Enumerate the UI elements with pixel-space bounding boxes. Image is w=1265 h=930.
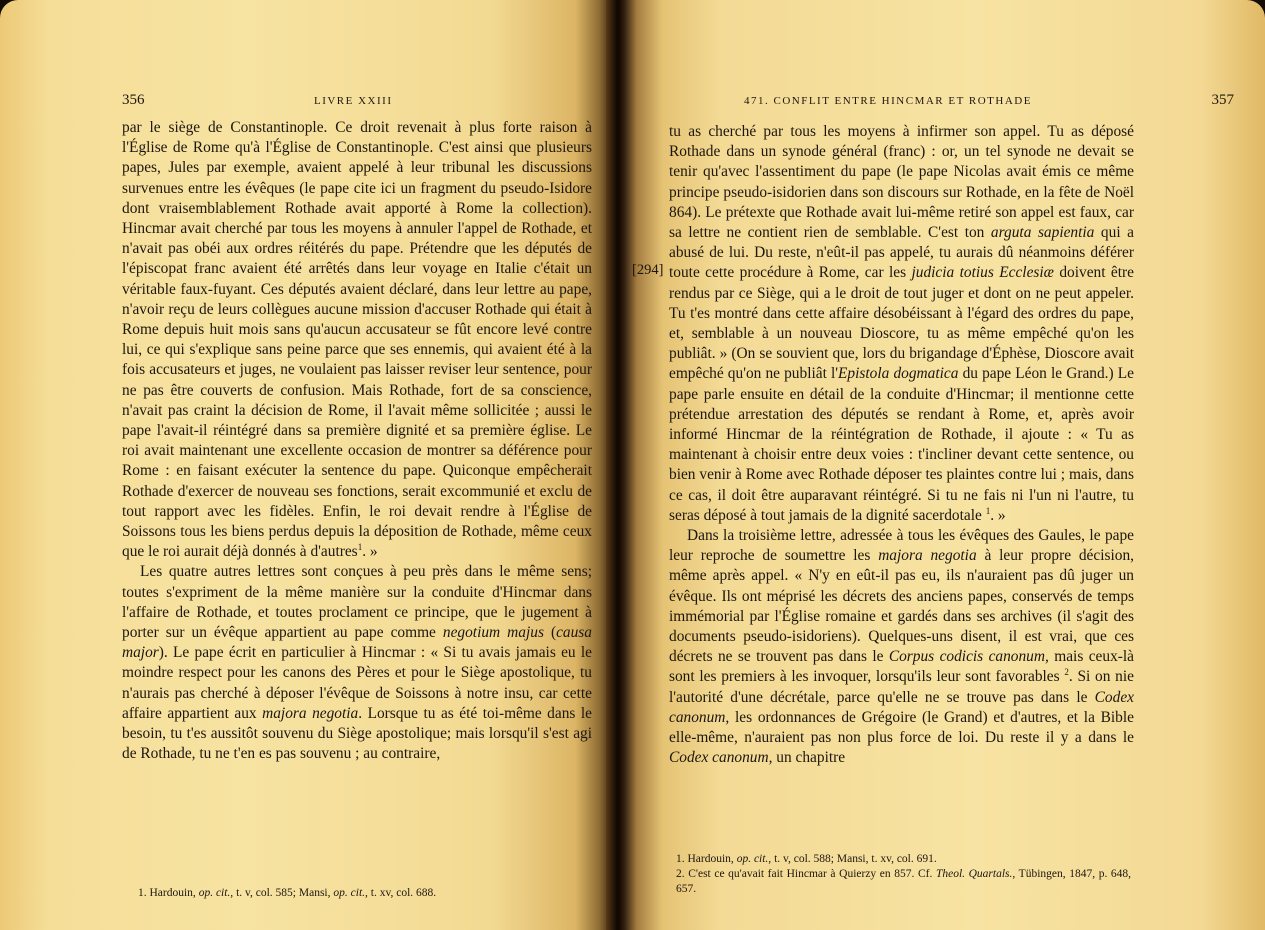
right-paragraph-2: Dans la troisième lettre, adressée à tous les évêques des Gaules, le pape leur reproche de soumettre les majora negotia à leur propre décision, même après appel. « N'y en eût-il pas eu, ils n'auraient pas dû juger un évêque. Ils ont méprisé les décrets des anciens papes, conservés de temps immémorial par l'Église romaine et gardés dans ses archives (il s'agit des documents pseudo-isidoriens). Quelques-uns disent, il est vrai, que ces décrets ne se trouvent pas dans le Corpus codicis canonum, mais ceux-là sont les premiers à les invoquer, lorsqu'ils leur sont favorables $^2$. Si on nie l'autorité d'une décrétale, parce qu'elle ne se trouve pas dans le Codex canonum, les ordonnances de Grégoire (le Grand) et d'autres, et la Bible elle-même, n'auraient pas non plus force de loi. Du reste il y a dans le Codex canonum, un chapitre	[669, 527, 1135, 767]
left-footnote-1: 1. Hardouin, op. cit., t. v, col. 585; Mansi, op. cit., t. xv, col. 688.	[138, 887, 437, 899]
right-running-title: 471. CONFLIT ENTRE HINCMAR ET ROTHADE	[744, 95, 1032, 107]
right-running-head	[744, 92, 1234, 109]
right-page	[624, 0, 1265, 930]
left-page	[0, 0, 612, 930]
left-page-number: 356	[122, 92, 145, 108]
right-paragraph-1: tu as cherché par tous les moyens à infirmer son appel. Tu as déposé Rothade dans un synode général (franc) : or, un tel synode ne devait se tenir qu'avec l'assentiment du pape (le pape Nicolas avait émis ce même principe pseudo-isidorien dans son discours sur Rothade, en la fête de Noël 864). Le prétexte que Rothade avait lui-même retiré son appel est faux, car sa lettre ne contient rien de semblable. C'est ton arguta sapientia qui a abusé de lui. Du reste, n'eût-il pas appelé, tu aurais dû néanmoins déférer toute cette procédure à Rome, car les judicia totius Ecclesiæ doivent être rendus par ce Siège, qui a le droit de tout juger et dont on ne peut appeler. Tu t'es montré dans cette affaire désobéissant à l'égard des ordres du pape, et, semblable à un nouveau Dioscore, tu as même empêché qu'on les publiât. » (On se souvient que, lors du brigandage d'Éphèse, Dioscore avait empêché qu'on ne publiât l'Epistola dogmatica du pape Léon le Grand.) Le pape parle ensuite en détail de la conduite d'Hincmar; il mentionne cette prétendue arrestation des députés se rendant à Rome, et, après avoir informé Hincmar de la réintégration de Rothade, il ajoute : « Tu as maintenant à choisir entre deux voies : t'incliner devant cette sentence, ou bien venir à Rome avec Rothade déposer tes plaintes contre lui ; mais, dans ce cas, il doit être auparavant réintégré. Si tu ne fais ni l'un ni l'autre, tu seras déposé à tout jamais de la dignité sacerdotale $^1$. »	[669, 123, 1134, 524]
left-running-head	[122, 92, 592, 109]
footnote-ref: 1	[985, 505, 991, 516]
right-footnote-1: 1. Hardouin, op. cit., t. v, col. 588; Mansi, t. xv, col. 691.	[676, 853, 937, 865]
footnote-ref: 2	[1064, 667, 1069, 678]
left-paragraph-1: par le siège de Constantinople. Ce droit revenait à plus forte raison à l'Église de Rome qu'à l'Église de Constantinople. C'est ainsi que plusieurs papes, Jules par exemple, avaient appelé à leur tribunal les discussions survenues entre les évêques (le pape cite ici un fragment du pseudo-Isidore dont vraisemblablement Rothade avait apporté à Rome la collection). Hincmar avait cherché par tous les moyens à annuler l'appel de Rothade, et n'avait pas obéi aux ordres réitérés du pape. Prétendre que les députés de l'épiscopat franc avaient été arrêtés dans leur voyage en Italie c'était un véritable faux-fuyant. Ces députés avaient déclaré, dans leur lettre au pape, n'avoir reçu de leurs collègues aucune mission d'accuser Rothade qui était à Rome depuis huit mois sans qu'aucun accusateur se fût encore levé contre lui, ce qui s'explique sans peine parce que ses ennemis, qui avaient été à la fois accusateurs et juges, ne voulaient pas laisser reviser leur sentence, pour ne pas être couverts de confusion. Mais Rothade, fort de sa conscience, n'avait pas craint la décision de Rome, il l'avait même sollicitée ; aussi le pape l'avait-il réintégré dans sa première dignité et sa première église. Le roi avait maintenant une excellente occasion de montrer sa déférence pour Rome : en faisant exécuter la sentence du pape. Quiconque empêcherait Rothade d'exercer de nouveau ses fonctions, serait excommunié et exclu de tout rapport avec les fidèles. Enfin, le roi devait rendre à l'Église de Soissons tous les biens perdus depuis la déposition de Rothade, même ceux que le roi aurait déjà donnés à d'autres$^1$. »	[122, 119, 592, 561]
left-footnotes	[138, 886, 578, 901]
margin-page-reference: [294]	[632, 262, 664, 278]
right-footnote-2: 2. C'est ce qu'avait fait Hincmar à Quierzy en 857. Cf. Theol. Quartals., Tübingen, 1847, p. 648, 657.	[676, 868, 1132, 895]
left-running-title: LIVRE XXIII	[313, 95, 393, 107]
right-body-text	[669, 122, 1134, 769]
right-footnotes	[676, 852, 1131, 897]
right-page-number: 357	[1211, 92, 1234, 108]
footnote-ref: 1	[357, 542, 363, 553]
left-paragraph-2: Les quatre autres lettres sont conçues à peu près dans le même sens; toutes s'expriment de la même manière sur la conduite d'Hincmar dans l'affaire de Rothade, et toutes proclament ce principe, que le jugement à porter sur un évêque appartient au pape comme negotium majus (causa major). Le pape écrit en particulier à Hincmar : « Si tu avais jamais eu le moindre respect pour les canons des Pères et pour le Siège apostolique, tu n'aurais pas cherché à déposer l'évêque de Soissons à notre insu, car cette affaire appartient aux majora negotia. Lorsque tu as été toi-même dans le besoin, tu t'es aussitôt souvenu du Siège apostolique; mais lorsqu'il s'est agi de Rothade, tu ne t'en es pas souvenu ; au contraire,	[122, 563, 592, 763]
left-body-text	[122, 118, 592, 765]
